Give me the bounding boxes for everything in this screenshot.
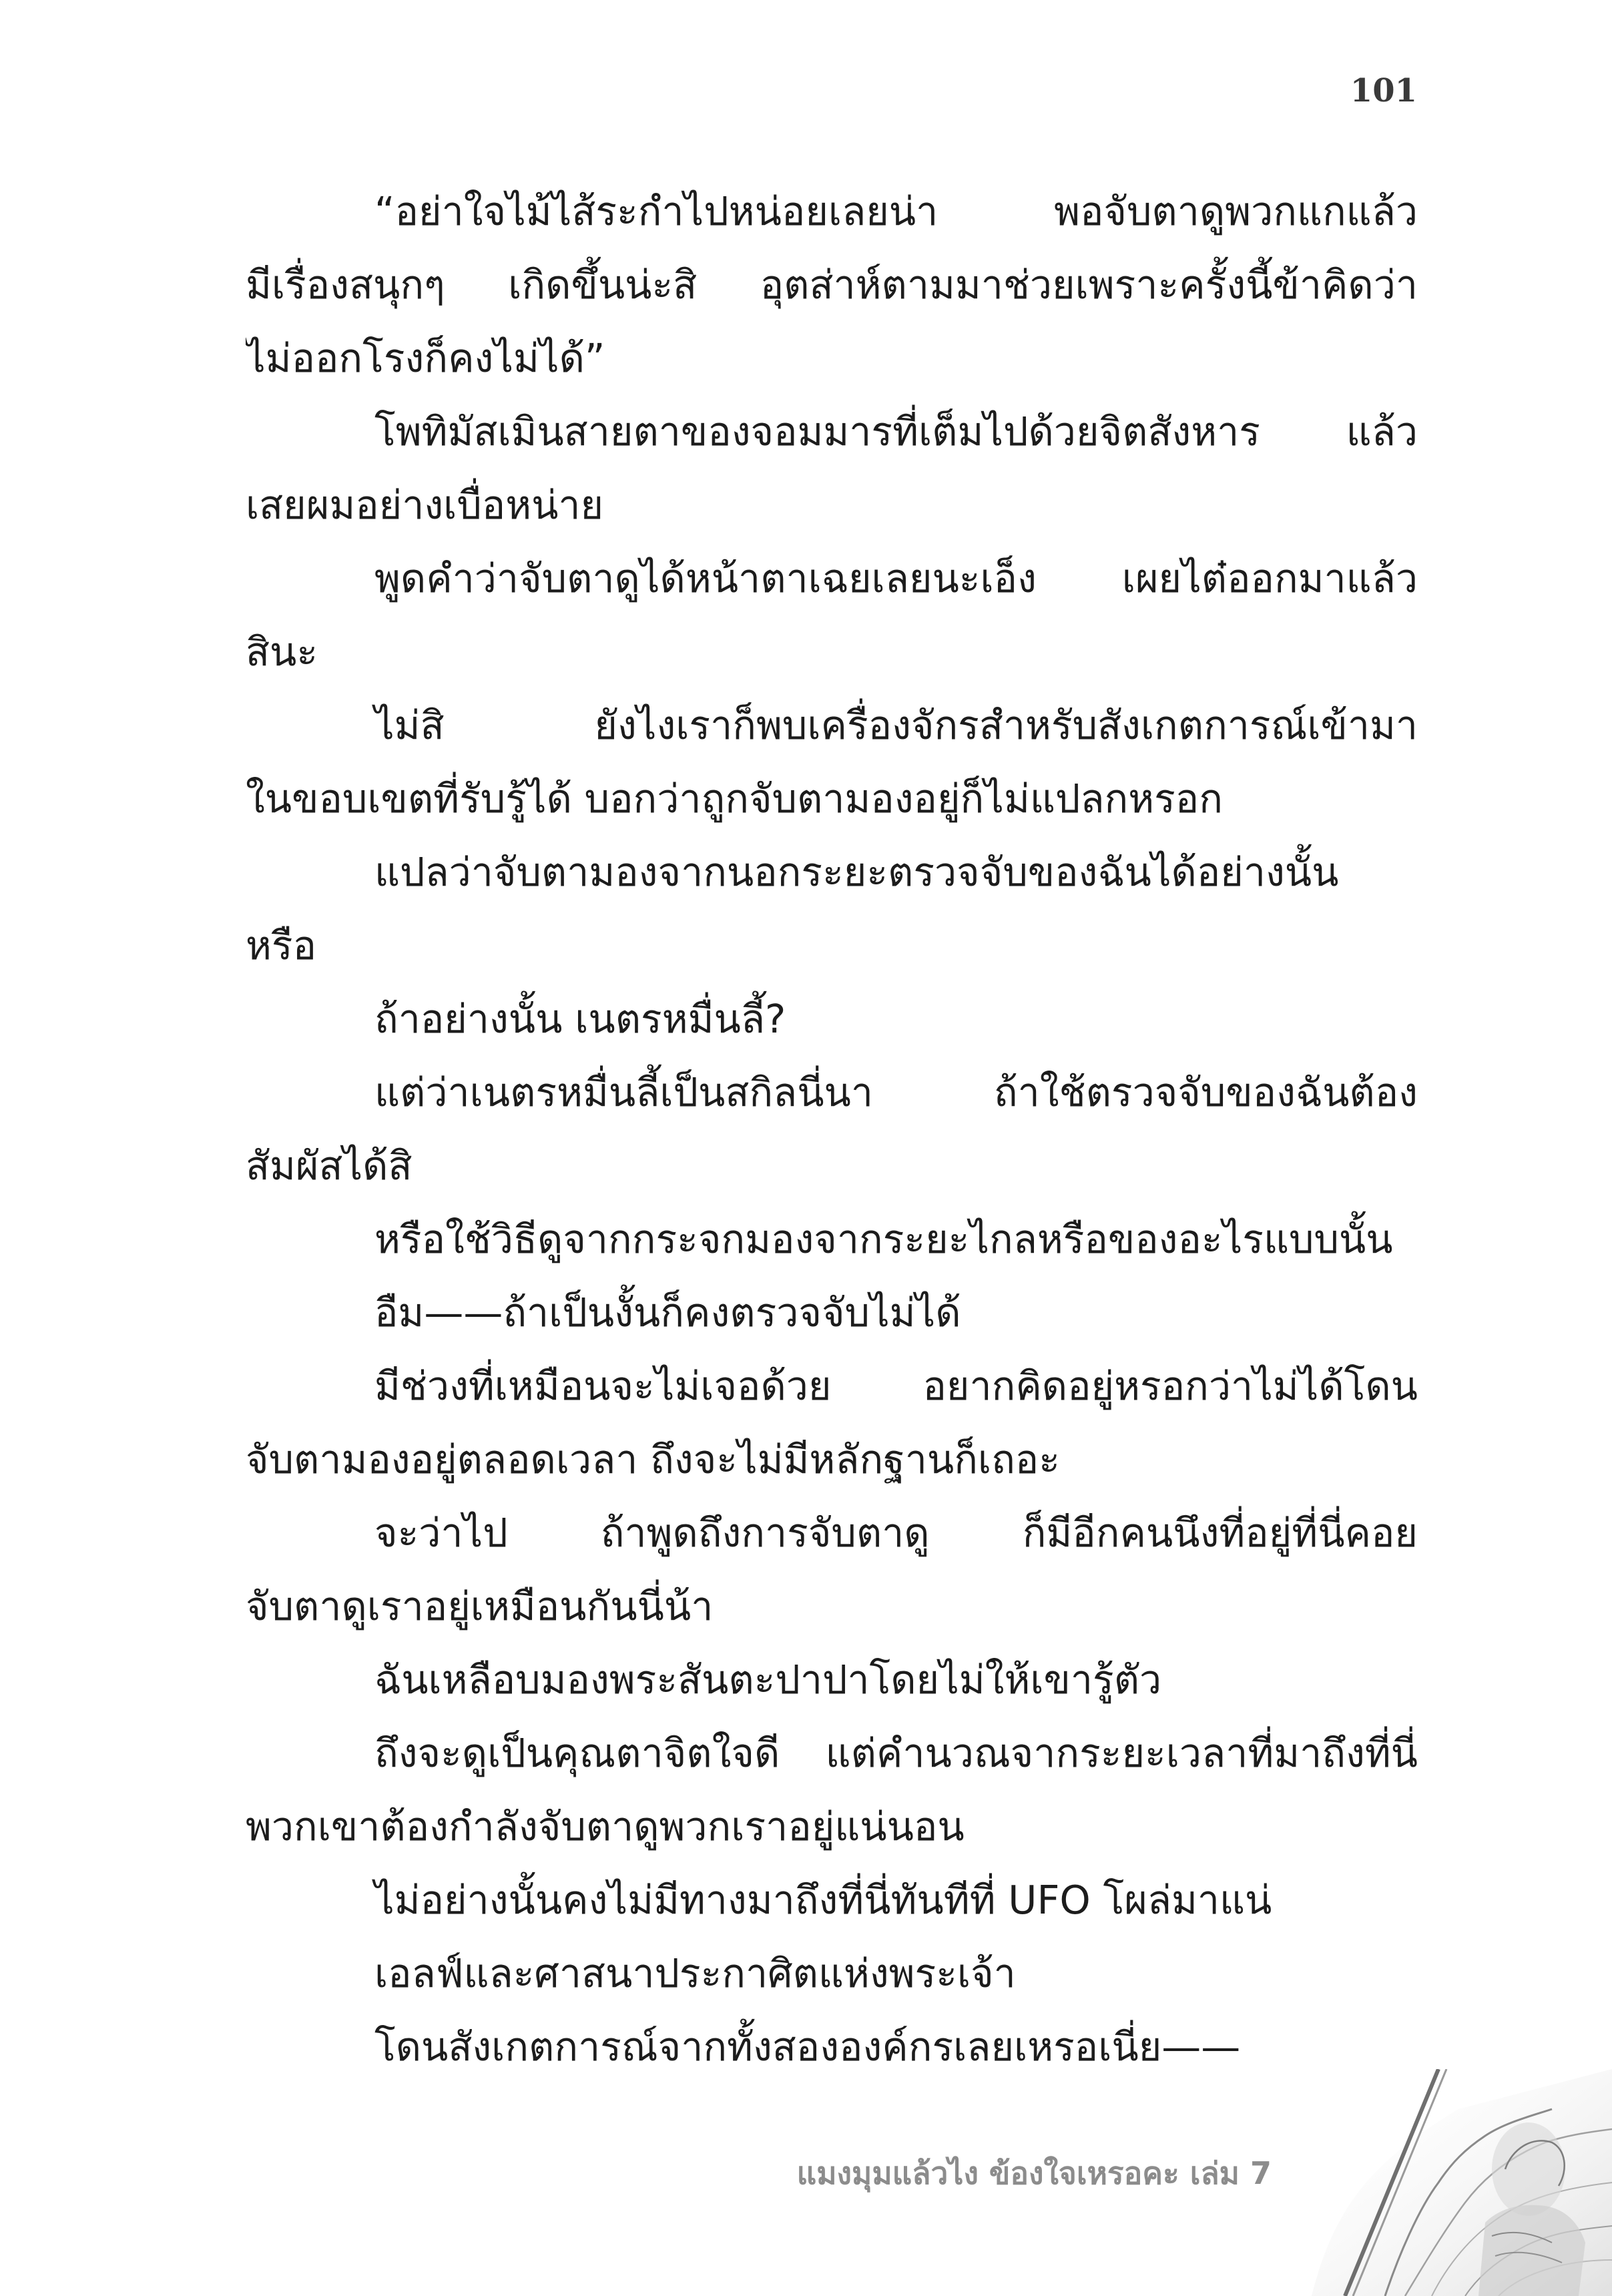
text-line: อืม——ถ้าเป็นงั้นก็คงตรวจจับไม่ได้	[374, 1289, 961, 1336]
text-line: แต่ว่าเนตรหมื่นลี้เป็นสกิลนี่นา ถ้าใช้ตรวจจับของฉันต้อง	[374, 1069, 1418, 1115]
text-line: สัมผัสได้สิ	[246, 1143, 413, 1189]
text-line: พูดคำว่าจับตาดูได้หน้าตาเฉยเลยนะเอ็ง เผยไต๋ออกมาแล้ว	[374, 555, 1418, 601]
text-line: ถึงจะดูเป็นคุณตาจิตใจดี แต่คำนวณจากระยะเวลาที่มาถึงที่นี่	[374, 1730, 1418, 1776]
text-line: ถ้าอย่างนั้น เนตรหมื่นลี้?	[374, 996, 786, 1042]
text-line: มีช่วงที่เหมือนจะไม่เจอด้วย อยากคิดอยู่หรอกว่าไม่ได้โดน	[374, 1363, 1418, 1409]
text-line: โดนสังเกตการณ์จากทั้งสององค์กรเลยเหรอเนี่ย——	[374, 2024, 1241, 2070]
text-line: ไม่ออกโรงก็คงไม่ได้”	[246, 335, 605, 381]
text-line: เสยผมอย่างเบื่อหน่าย	[246, 482, 604, 528]
text-line: สินะ	[246, 629, 318, 675]
text-line: โพทิมัสเมินสายตาของจอมมารที่เต็มไปด้วยจิตสังหาร แล้ว	[374, 408, 1418, 455]
text-line: จับตาดูเราอยู่เหมือนกันนี่น้า	[246, 1583, 714, 1629]
page-number: 101	[1350, 72, 1417, 109]
text-line: ฉันเหลือบมองพระสันตะปาปาโดยไม่ให้เขารู้ตัว	[374, 1657, 1162, 1703]
text-line: หรือ	[246, 922, 317, 968]
text-line: ไม่อย่างนั้นคงไม่มีทางมาถึงที่นี่ทันทีที่ UFO โผล่มาแน่	[374, 1877, 1272, 1923]
text-line: ไม่สิ ยังไงเราก็พบเครื่องจักรสำหรับสังเกตการณ์เข้ามา	[374, 702, 1418, 748]
text-line: จับตามองอยู่ตลอดเวลา ถึงจะไม่มีหลักฐานก็เถอะ	[246, 1436, 1060, 1482]
text-line: หรือใช้วิธีดูจากกระจกมองจากระยะไกลหรือของอะไรแบบนั้น	[374, 1216, 1393, 1262]
text-line: ในขอบเขตที่รับรู้ได้ บอกว่าถูกจับตามองอยู่ก็ไม่แปลกหรอก	[246, 776, 1223, 822]
text-line: เอลฟ์และศาสนาประกาศิตแห่งพระเจ้า	[374, 1950, 1016, 1996]
corner-character-illustration	[1265, 2069, 1612, 2296]
footer-book-title: แมงมุมแล้วไง ข้องใจเหรอคะ เล่ม 7	[796, 2155, 1272, 2191]
text-line: จะว่าไป ถ้าพูดถึงการจับตาดู ก็มีอีกคนนึงที่อยู่ที่นี่คอย	[374, 1510, 1418, 1556]
text-line: มีเรื่องสนุกๆ เกิดขึ้นน่ะสิ อุตส่าห์ตามมาช่วยเพราะครั้งนี้ข้าคิดว่า	[246, 262, 1418, 308]
text-line: พวกเขาต้องกำลังจับตาดูพวกเราอยู่แน่นอน	[246, 1803, 965, 1849]
text-line: “อย่าใจไม้ไส้ระกำไปหน่อยเลยน่า พอจับตาดูพวกแกแล้ว	[374, 188, 1418, 234]
text-line: แปลว่าจับตามองจากนอกระยะตรวจจับของฉันได้อย่างนั้น	[374, 849, 1339, 895]
body-text	[246, 175, 1418, 2084]
